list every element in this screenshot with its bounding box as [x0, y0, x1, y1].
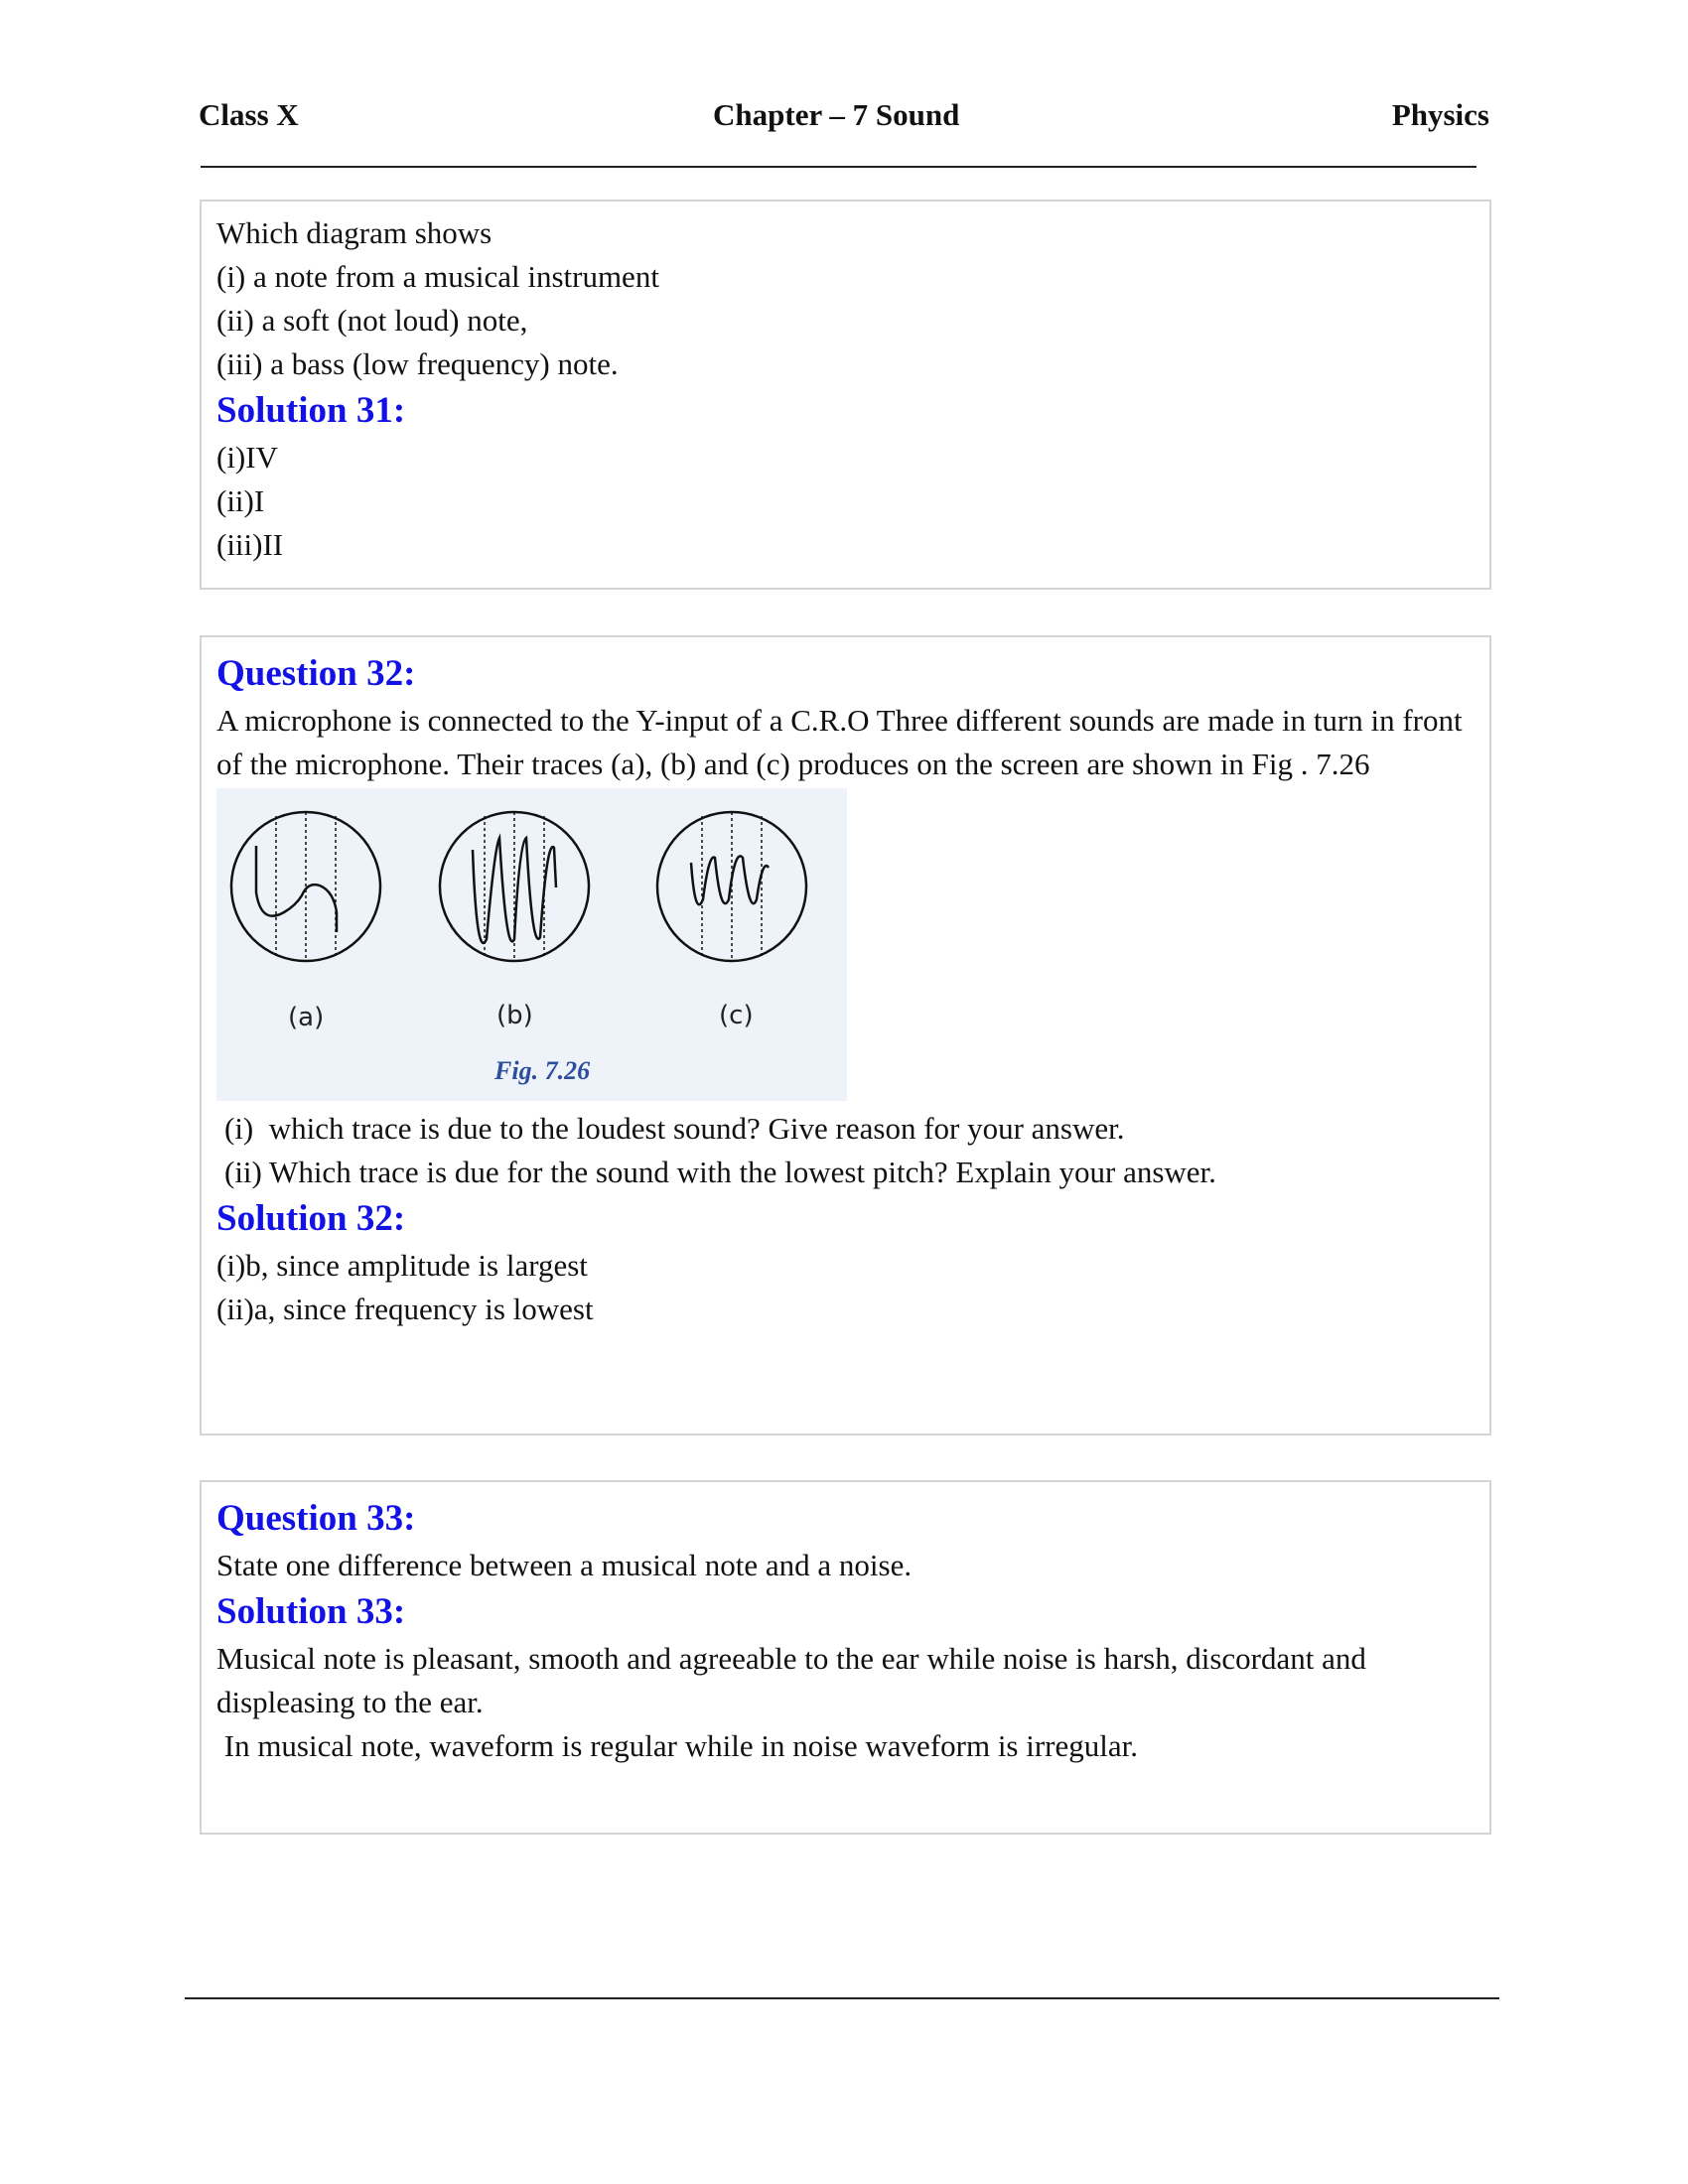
page-header — [199, 97, 1489, 141]
header-divider — [201, 166, 1477, 168]
question-33-box — [200, 1480, 1491, 1835]
footer-divider — [185, 1997, 1499, 1999]
solution-33-text: Musical note is pleasant, smooth and agreeable to the ear while noise is harsh, discordant and displeasing to the ear. — [216, 1641, 1366, 1719]
q32-part: (i) which trace is due to the loudest sound? Give reason for your answer. — [224, 1111, 1125, 1146]
class-label: Class X — [199, 97, 299, 132]
solution-32-line: (i)b, since amplitude is largest — [216, 1248, 588, 1283]
q31-line: (ii) a soft (not loud) note, — [216, 303, 528, 338]
question-33-text: State one difference between a musical note and a noise. — [216, 1548, 913, 1582]
figure-caption: Fig. 7.26 — [494, 1056, 591, 1085]
trace-c-label: (c) — [719, 1001, 754, 1030]
q31-line: (iii) a bass (low frequency) note. — [216, 346, 619, 381]
solution-31-line: (i)IV — [216, 440, 278, 475]
solution-32-title: Solution 32: — [216, 1198, 406, 1239]
subject-label: Physics — [1391, 97, 1489, 132]
trace-a-screen — [231, 812, 380, 961]
solution-32-line: (ii)a, since frequency is lowest — [216, 1292, 594, 1326]
solution-31-line: (ii)I — [216, 483, 265, 518]
trace-b-screen — [440, 812, 589, 961]
trace-c-screen — [657, 812, 806, 961]
question-32-text: A microphone is connected to the Y-input of a C.R.O Three different sounds are made in turn in front of the microphone. Their traces (a), (b) and (c) produces on the screen are shown in Fig . 7.26 — [216, 703, 1463, 781]
cro-traces-figure — [216, 788, 847, 1101]
q31-line: Which diagram shows — [216, 215, 492, 250]
solution-31-line: (iii)II — [216, 527, 284, 562]
question-33-title: Question 33: — [216, 1498, 416, 1539]
question-32-title: Question 32: — [216, 653, 416, 694]
solution-33-title: Solution 33: — [216, 1591, 406, 1632]
q31-line: (i) a note from a musical instrument — [216, 259, 659, 294]
q32-part: (ii) Which trace is due for the sound with the lowest pitch? Explain your answer. — [224, 1155, 1216, 1189]
trace-a-label: (a) — [288, 1003, 325, 1032]
question-31-box — [200, 200, 1491, 590]
question-32-box — [200, 635, 1491, 1435]
trace-b-label: (b) — [496, 1001, 533, 1030]
solution-33-text-2: In musical note, waveform is regular while in noise waveform is irregular. — [216, 1728, 1139, 1763]
cro-traces-drawing — [216, 788, 847, 1101]
chapter-title: Chapter – 7 Sound — [713, 97, 960, 132]
solution-31-title: Solution 31: — [216, 390, 406, 431]
